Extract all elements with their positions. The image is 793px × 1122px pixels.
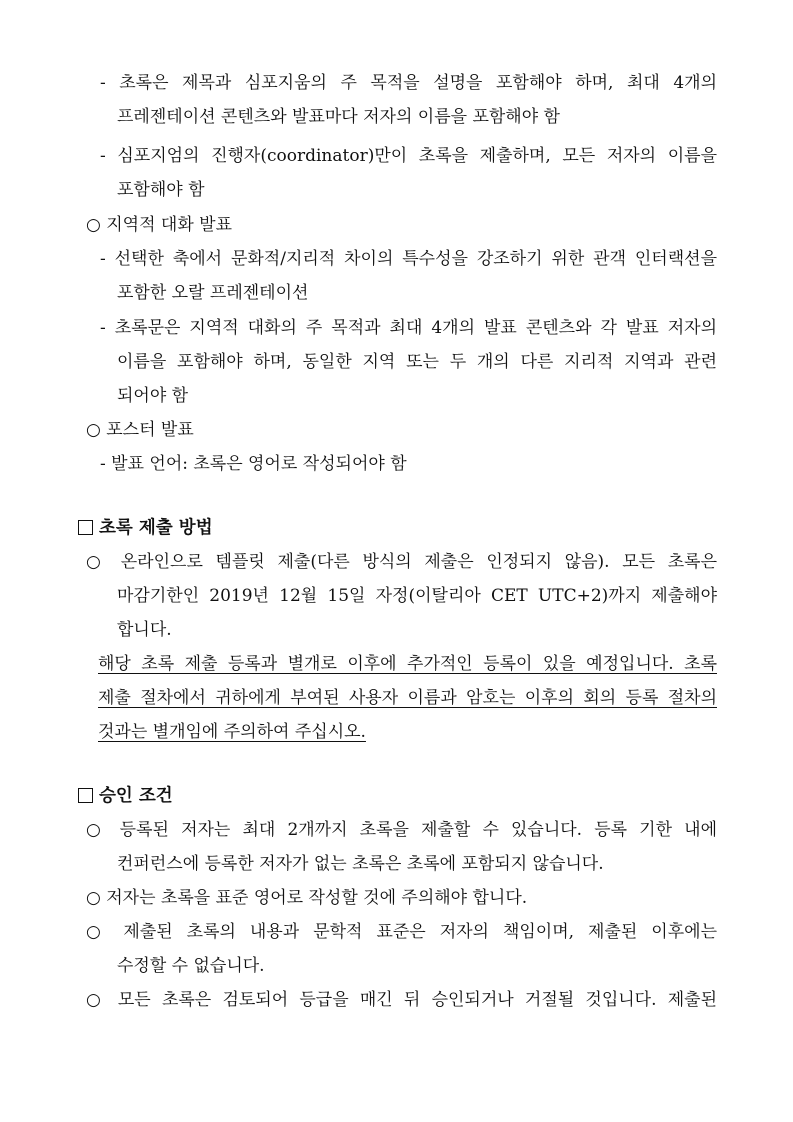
section-heading-submission bbox=[78, 516, 793, 540]
text-line: - 발표 언어: 초록은 영어로 작성되어야 함 bbox=[100, 454, 407, 474]
text-line: ○ 온라인으로 템플릿 제출(다른 방식의 제출은 인정되지 않음). 모든 초록은 bbox=[86, 552, 717, 572]
text-line: ○ 포스터 발표 bbox=[86, 420, 194, 440]
text-line: 마감기한인 2019년 12월 15일 자정(이탈리아 CET UTC+2)까지 제출해야 bbox=[117, 586, 717, 606]
text-line: - 심포지엄의 진행자(coordinator)만이 초록을 제출하며, 모든 저자의 이름을 bbox=[100, 146, 717, 166]
text-line: ○ 저자는 초록을 표준 영어로 작성할 것에 주의해야 합니다. bbox=[86, 888, 528, 908]
checkbox-square-icon bbox=[78, 520, 93, 535]
text-line: - 초록문은 지역적 대화의 주 목적과 최대 4개의 발표 콘텐츠와 각 발표 저자의 bbox=[100, 318, 717, 338]
heading-text: 초록 제출 방법 bbox=[99, 518, 213, 538]
text-line: 합니다. bbox=[117, 620, 172, 640]
text-line: ○ 등록된 저자는 최대 2개까지 초록을 제출할 수 있습니다. 등록 기한 내에 bbox=[86, 820, 717, 840]
heading-text: 승인 조건 bbox=[99, 786, 173, 806]
text-line: 프레젠테이션 콘텐츠와 발표마다 저자의 이름을 포함해야 함 bbox=[117, 107, 560, 127]
checkbox-square-icon bbox=[78, 788, 93, 803]
notice-line: 제출 절차에서 귀하에게 부여된 사용자 이름과 암호는 이후의 회의 등록 절차의 bbox=[98, 688, 717, 708]
text-line: ○ 모든 초록은 검토되어 등급을 매긴 뒤 승인되거나 거절될 것입니다. 제출된 bbox=[86, 990, 717, 1010]
text-line: 수정할 수 없습니다. bbox=[117, 956, 265, 976]
text-line: 컨퍼런스에 등록한 저자가 없는 초록은 초록에 포함되지 않습니다. bbox=[117, 854, 604, 874]
text-line: 포함해야 함 bbox=[117, 180, 205, 200]
notice-line: 해당 초록 제출 등록과 별개로 이후에 추가적인 등록이 있을 예정입니다. 초록 bbox=[98, 654, 717, 674]
text-line: 이름을 포함해야 하며, 동일한 지역 또는 두 개의 다른 지리적 지역과 관련 bbox=[117, 352, 717, 372]
section-heading-approval bbox=[78, 784, 793, 808]
text-line: ○ 제출된 초록의 내용과 문학적 표준은 저자의 책임이며, 제출된 이후에는 bbox=[86, 922, 717, 942]
text-line: 포함한 오랄 프레젠테이션 bbox=[117, 283, 309, 303]
text-line: 되어야 함 bbox=[117, 386, 189, 406]
text-line: - 선택한 축에서 문화적/지리적 차이의 특수성을 강조하기 위한 관객 인터랙션을 bbox=[100, 249, 717, 269]
text-line: ○ 지역적 대화 발표 bbox=[86, 215, 232, 235]
notice-line: 것과는 별개임에 주의하여 주십시오. bbox=[98, 722, 366, 742]
text-line: - 초록은 제목과 심포지움의 주 목적을 설명을 포함해야 하며, 최대 4개의 bbox=[100, 73, 717, 93]
